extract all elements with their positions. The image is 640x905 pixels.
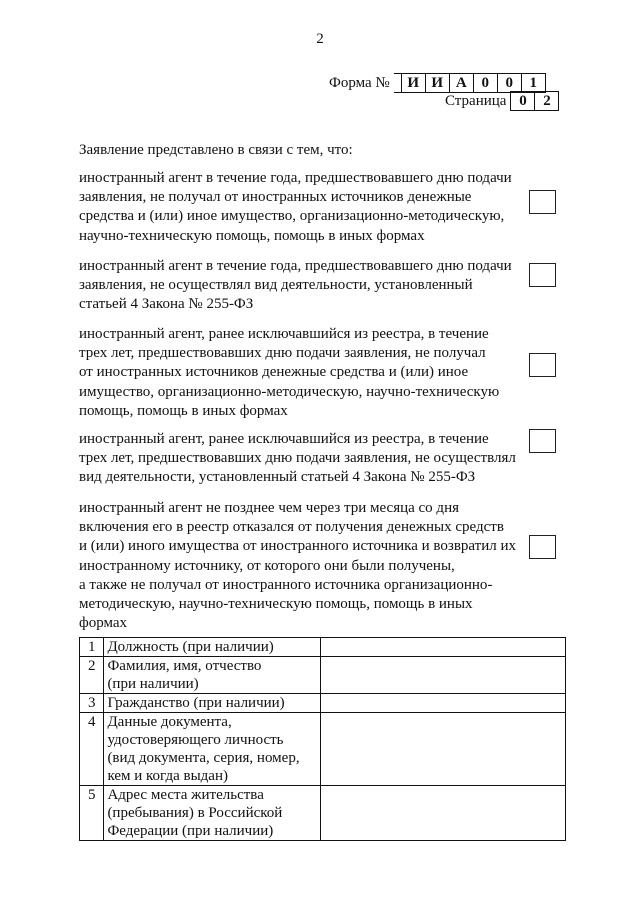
table-row (80, 713, 566, 786)
row-value-field[interactable] (321, 638, 566, 657)
option-line: формах (79, 615, 128, 632)
option-4 (79, 430, 529, 488)
table-row (80, 638, 566, 657)
row-label-line: (при наличии) (107, 676, 199, 692)
page-number: 2 (316, 31, 324, 47)
row-label-line: Адрес места жительства (107, 787, 264, 803)
option-5-checkbox[interactable] (529, 535, 556, 559)
table-row (80, 657, 566, 694)
form-code-cell: 1 (521, 73, 546, 93)
option-line: статьей 4 Закона № 255-ФЗ (79, 296, 254, 313)
option-1-checkbox[interactable] (529, 190, 556, 214)
option-1 (79, 169, 529, 246)
page-label: Страница (445, 92, 507, 109)
page-digit-cell: 0 (510, 91, 535, 111)
option-2 (79, 257, 529, 315)
option-line: включения его в реестр отказался от получения денежных средств (79, 519, 504, 536)
row-number: 5 (80, 786, 104, 841)
row-label (104, 638, 321, 657)
form-code-cell: И (401, 73, 426, 93)
option-line: имущество, организационно-методическую, научно-техническую (79, 383, 500, 400)
personal-data-table (79, 637, 566, 841)
intro-text: Заявление представлено в связи с тем, что: (79, 142, 353, 158)
page-cells (511, 91, 559, 111)
option-line: трех лет, предшествовавших дню подачи заявления, не получал (79, 345, 486, 362)
option-line: иностранный агент в течение года, предшествовавшего дню подачи (79, 170, 512, 186)
row-number: 1 (80, 638, 104, 657)
option-line: заявления, не осуществлял вид деятельности, установленный (79, 277, 473, 294)
row-value-field[interactable] (321, 786, 566, 841)
option-4-checkbox[interactable] (529, 429, 556, 453)
option-line: вид деятельности, установленный статьей 4 Закона № 255-ФЗ (79, 469, 476, 486)
option-line: иностранному источнику, от которого они были получены, (79, 557, 455, 574)
form-number-label: Форма № (329, 74, 390, 91)
row-label (104, 786, 321, 841)
row-label-line: Должность (при наличии) (107, 639, 274, 655)
row-number: 4 (80, 713, 104, 786)
row-label (104, 713, 321, 786)
option-3-checkbox[interactable] (529, 353, 556, 377)
option-line: заявления, не получал от иностранных источников денежные (79, 189, 472, 206)
option-line: а также не получал от иностранного источника организационно- (79, 576, 493, 593)
option-line: средства и (или) иное имущество, организационно-методическую, (79, 208, 505, 225)
option-line: иностранный агент, ранее исключавшийся из реестра, в течение (79, 431, 489, 447)
form-code-cell: И (425, 73, 450, 93)
row-label (104, 657, 321, 694)
row-label-line: Гражданство (при наличии) (107, 695, 285, 711)
row-label-line: удостоверяющего личность (107, 732, 284, 748)
form-code-cell: 0 (473, 73, 498, 93)
option-line: трех лет, предшествовавших дню подачи заявления, не осуществлял (79, 450, 516, 467)
page-number-row (445, 91, 559, 111)
option-line: научно-техническую помощь, помощь в иных формах (79, 227, 425, 244)
option-line: иностранный агент, ранее исключавшийся из реестра, в течение (79, 326, 489, 342)
option-5 (79, 499, 529, 633)
row-label-line: Фамилия, имя, отчество (107, 658, 262, 674)
option-line: иностранный агент не позднее чем через три месяца со дня (79, 500, 459, 516)
row-label-line: Данные документа, (107, 714, 232, 730)
form-number-cells (395, 73, 546, 93)
option-line: и (или) иного имущества от иностранного источника и возвратил их (79, 538, 517, 555)
option-line: методическую, научно-техническую помощь, помощь в иных (79, 596, 473, 613)
option-3 (79, 325, 529, 421)
table-row (80, 786, 566, 841)
option-line: от иностранных источников денежные средства и (или) иное (79, 364, 469, 381)
option-line: помощь, помощь в иных формах (79, 402, 288, 419)
row-label-line: кем и когда выдан) (107, 768, 228, 784)
row-value-field[interactable] (321, 657, 566, 694)
page-digit-cell: 2 (534, 91, 559, 111)
option-line: иностранный агент в течение года, предшествовавшего дню подачи (79, 258, 512, 274)
row-label-line: (пребывания) в Российской (107, 805, 283, 821)
row-number: 2 (80, 657, 104, 694)
form-code-cell: 0 (497, 73, 522, 93)
row-label-line: Федерации (при наличии) (107, 823, 274, 839)
option-2-checkbox[interactable] (529, 263, 556, 287)
row-label-line: (вид документа, серия, номер, (107, 750, 300, 766)
form-code-cell: А (449, 73, 474, 93)
row-label (104, 694, 321, 713)
row-value-field[interactable] (321, 694, 566, 713)
row-number: 3 (80, 694, 104, 713)
row-value-field[interactable] (321, 713, 566, 786)
form-number-row (329, 73, 546, 93)
table-row (80, 694, 566, 713)
